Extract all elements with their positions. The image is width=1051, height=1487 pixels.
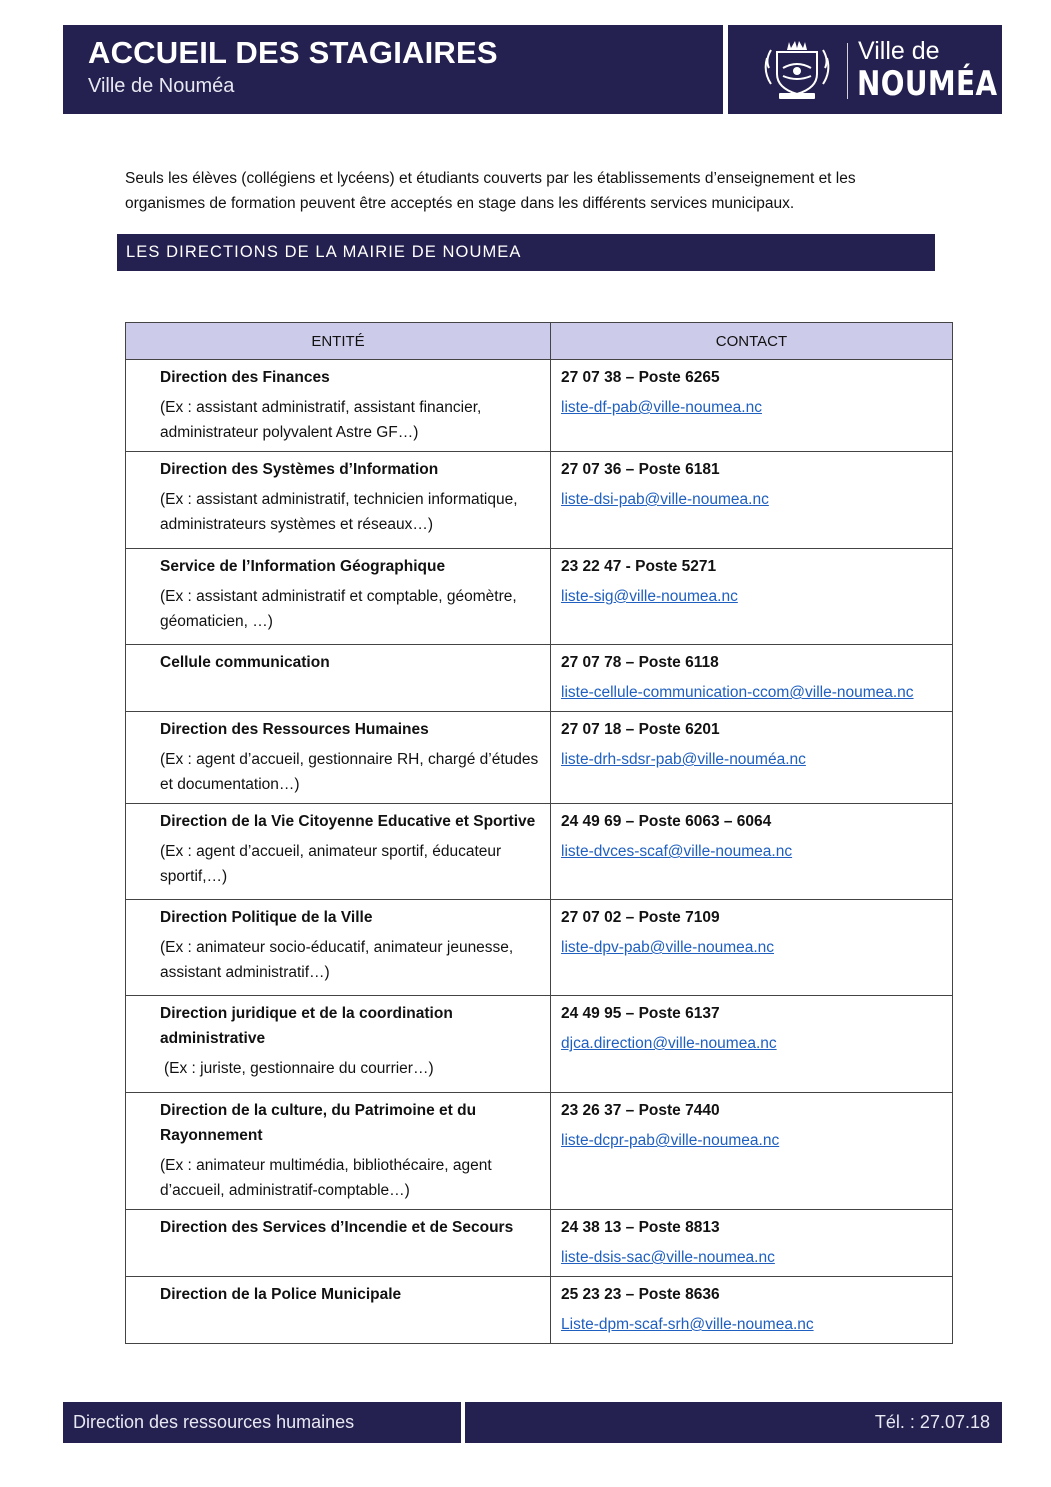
contact-email-link[interactable]: liste-dpv-pab@ville-noumea.nc (561, 939, 775, 956)
contact-email-link[interactable]: liste-cellule-communication-ccom@ville-noumea.nc (561, 684, 914, 701)
contact-email-link[interactable]: djca.direction@ville-noumea.nc (561, 1035, 777, 1052)
table-row (126, 900, 953, 996)
entity-cell (126, 804, 551, 900)
intro-paragraph: Seuls les élèves (collégiens et lycéens) et étudiants couverts par les établissements d’enseignement et les organismes de formation peuvent être acceptés en stage dans les différents services municipaux. (125, 170, 856, 212)
entity-name: Direction de la Police Municipale (160, 1286, 402, 1303)
contact-cell (551, 712, 953, 804)
column-header-entity: ENTITÉ (126, 323, 551, 360)
table-header-row (126, 323, 953, 360)
entity-name: Direction juridique et de la coordination administrative (160, 1005, 453, 1047)
brand-ville-text: Ville de (858, 37, 940, 65)
brand-block (728, 25, 1002, 114)
contact-email-link[interactable]: liste-dvces-scaf@ville-noumea.nc (561, 843, 793, 860)
entity-cell (126, 1093, 551, 1210)
contact-cell (551, 1093, 953, 1210)
section-title: LES DIRECTIONS DE LA MAIRIE DE NOUMEA (117, 234, 935, 271)
contact-phone: 27 07 36 – Poste 6181 (561, 461, 720, 478)
city-crest-icon (761, 38, 833, 100)
entity-cell (126, 712, 551, 804)
entity-description: (Ex : assistant administratif, technicien informatique, administrateurs systèmes et réseaux…) (160, 491, 518, 533)
table-row (126, 1093, 953, 1210)
contact-email-link[interactable]: liste-df-pab@ville-noumea.nc (561, 399, 762, 416)
table-row (126, 712, 953, 804)
contact-cell (551, 549, 953, 645)
footer-phone: Tél. : 27.07.18 (465, 1402, 1002, 1443)
entity-description: (Ex : juriste, gestionnaire du courrier…) (164, 1060, 434, 1077)
contact-cell (551, 804, 953, 900)
entity-description: (Ex : agent d’accueil, animateur sportif, éducateur sportif,…) (160, 843, 502, 885)
entity-name: Direction Politique de la Ville (160, 909, 373, 926)
table-row (126, 1210, 953, 1277)
entity-name: Direction des Ressources Humaines (160, 721, 429, 738)
contact-phone: 23 22 47 - Poste 5271 (561, 558, 717, 575)
contact-email-link[interactable]: liste-dcpr-pab@ville-noumea.nc (561, 1132, 780, 1149)
table-row (126, 996, 953, 1093)
contact-cell (551, 996, 953, 1093)
entity-cell (126, 1277, 551, 1344)
header-title-block (63, 25, 723, 114)
entity-cell (126, 360, 551, 452)
table-row (126, 804, 953, 900)
entity-name: Direction de la Vie Citoyenne Educative et Sportive (160, 813, 536, 830)
page-title: ACCUEIL DES STAGIAIRES (88, 35, 498, 70)
entity-cell (126, 549, 551, 645)
entity-description: (Ex : assistant administratif et comptable, géomètre, géomaticien, …) (160, 588, 517, 630)
contact-email-link[interactable]: liste-sig@ville-noumea.nc (561, 588, 738, 605)
entity-description: (Ex : agent d’accueil, gestionnaire RH, chargé d’études et documentation…) (160, 751, 539, 793)
brand-noumea-text: NOUMÉA (857, 64, 998, 104)
brand-divider (847, 43, 848, 99)
table-row (126, 360, 953, 452)
contact-email-link[interactable]: liste-dsis-sac@ville-noumea.nc (561, 1249, 775, 1266)
contact-email-link[interactable]: Liste-dpm-scaf-srh@ville-noumea.nc (561, 1316, 814, 1333)
contact-cell (551, 1277, 953, 1344)
contact-phone: 25 23 23 – Poste 8636 (561, 1286, 720, 1303)
contact-cell (551, 1210, 953, 1277)
entity-name: Direction des Finances (160, 369, 330, 386)
contact-phone: 27 07 78 – Poste 6118 (561, 654, 719, 671)
contact-phone: 23 26 37 – Poste 7440 (561, 1102, 720, 1119)
entity-description: (Ex : animateur multimédia, bibliothécaire, agent d’accueil, administratif-comptable…) (160, 1157, 492, 1199)
contact-phone: 24 49 95 – Poste 6137 (561, 1005, 720, 1022)
entity-name: Direction des Services d’Incendie et de Secours (160, 1219, 514, 1236)
contact-email-link[interactable]: liste-dsi-pab@ville-noumea.nc (561, 491, 769, 508)
contact-cell (551, 900, 953, 996)
contact-phone: 24 38 13 – Poste 8813 (561, 1219, 720, 1236)
entity-cell (126, 452, 551, 549)
contact-phone: 27 07 18 – Poste 6201 (561, 721, 720, 738)
entity-description: (Ex : assistant administratif, assistant financier, administrateur polyvalent Astre GF…) (160, 399, 482, 441)
entity-cell (126, 1210, 551, 1277)
contact-phone: 27 07 38 – Poste 6265 (561, 369, 720, 386)
contact-email-link[interactable]: liste-drh-sdsr-pab@ville-nouméa.nc (561, 751, 806, 768)
page-subtitle: Ville de Nouméa (88, 75, 235, 97)
table-row (126, 645, 953, 712)
table-row (126, 1277, 953, 1344)
entity-name: Direction de la culture, du Patrimoine et du Rayonnement (160, 1102, 477, 1144)
contact-phone: 27 07 02 – Poste 7109 (561, 909, 720, 926)
contact-phone: 24 49 69 – Poste 6063 – 6064 (561, 813, 772, 830)
contact-cell (551, 360, 953, 452)
contact-cell (551, 452, 953, 549)
contact-cell (551, 645, 953, 712)
entity-cell (126, 900, 551, 996)
entity-cell (126, 996, 551, 1093)
entity-name: Service de l’Information Géographique (160, 558, 446, 575)
entity-name: Cellule communication (160, 654, 330, 671)
entity-cell (126, 645, 551, 712)
entity-name: Direction des Systèmes d’Information (160, 461, 439, 478)
table-row (126, 452, 953, 549)
entity-description: (Ex : animateur socio-éducatif, animateur jeunesse, assistant administratif…) (160, 939, 514, 981)
table-row (126, 549, 953, 645)
footer-department: Direction des ressources humaines (63, 1402, 461, 1443)
directions-table (125, 322, 953, 1344)
column-header-contact: CONTACT (551, 323, 953, 360)
